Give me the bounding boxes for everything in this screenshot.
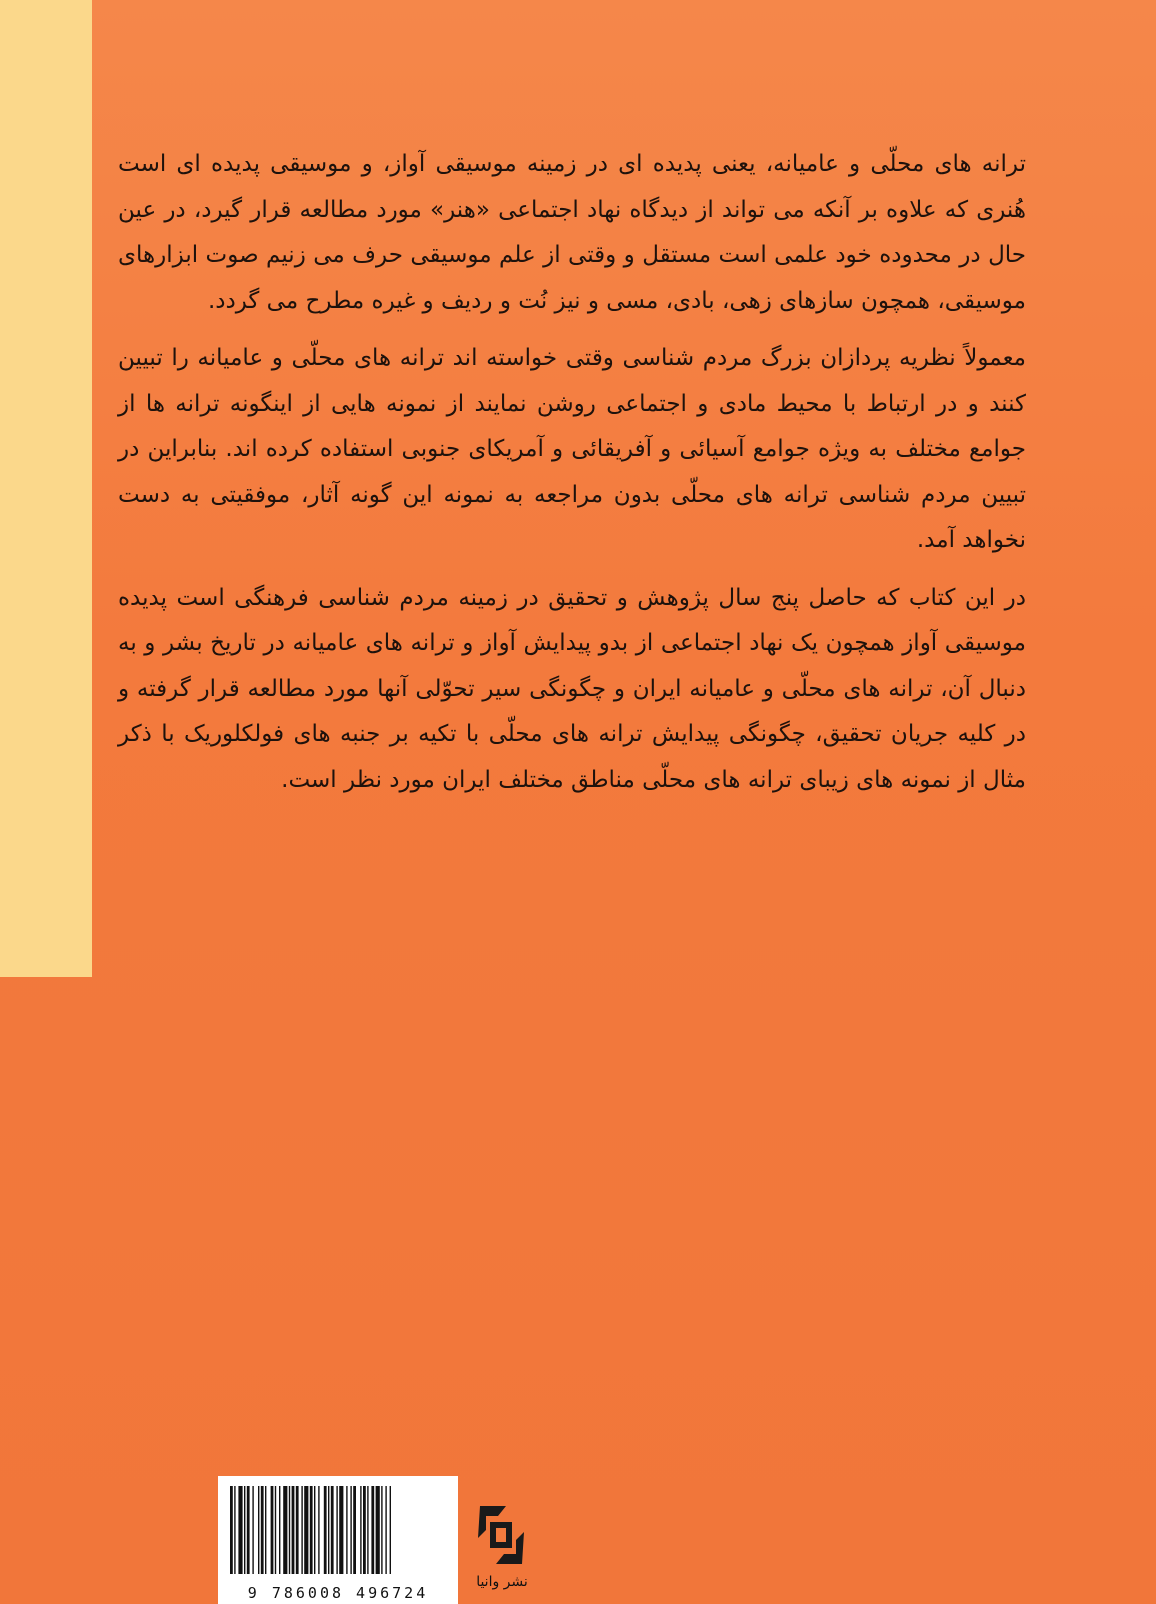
- barcode-bar: [230, 1486, 233, 1574]
- barcode-bar: [283, 1486, 287, 1574]
- blurb-paragraph-1: ترانه های محلّی و عامیانه، یعنی پدیده ای در زمینه موسیقی آواز، و موسیقی پدیده ای است هُنری که علاوه بر آنکه می تواند از دیدگاه نهاد اجتماعی «هنر» مورد مطالعه قرار گیرد، در عین حال در محدوده خود علمی است مستقل و وقتی از علم موسیقی حرف می زنیم صوت ابزارهای موسیقی، همچون سازهای زهی، بادی، مسی و نیز نُت و ردیف و غیره مطرح می گردد.: [118, 151, 1026, 314]
- barcode-bar: [265, 1486, 266, 1574]
- barcode-bar: [367, 1486, 368, 1574]
- barcode-bars: [226, 1486, 450, 1576]
- barcode-bar: [238, 1486, 242, 1574]
- barcode-bar: [339, 1486, 343, 1574]
- barcode-bar: [350, 1486, 351, 1574]
- barcode-bar: [385, 1486, 386, 1574]
- barcode-bar: [292, 1486, 295, 1574]
- barcode-bar: [363, 1486, 366, 1574]
- blurb-paragraph-3: در این کتاب که حاصل پنج سال پژوهش و تحقیق در زمینه مردم شناسی فرهنگی است پدیده موسیقی آواز همچون یک نهاد اجتماعی از بدو پیدایش آواز و ترانه های عامیانه در تاریخ بشر و به دنبال آن، ترانه های محلّی و عامیانه ایران و چگونگی سیر تحوّلی آنها مورد مطالعه قرار گرفته و در کلیه جریان تحقیق، چگونگی پیدایش ترانه های محلّی با تکیه بر جنبه های فولکلوریک با ذکر مثال از نمونه های زیبای ترانه های محلّی مناطق مختلف ایران مورد نظر است.: [118, 584, 1026, 793]
- barcode-bar: [289, 1486, 290, 1574]
- barcode-bar: [279, 1486, 280, 1574]
- blurb-text: [118, 142, 1026, 815]
- barcode-bar: [381, 1486, 382, 1574]
- barcode-bar: [301, 1486, 302, 1574]
- barcode-bar: [296, 1486, 299, 1574]
- barcode-bar: [336, 1486, 337, 1574]
- barcode-bar: [261, 1486, 264, 1574]
- barcode-bar: [328, 1486, 329, 1574]
- barcode: [218, 1476, 458, 1604]
- barcode-bar: [252, 1486, 253, 1574]
- cover-side-strip: [0, 0, 92, 977]
- barcode-bar: [324, 1486, 327, 1574]
- barcode-bar: [314, 1486, 315, 1574]
- barcode-bar: [318, 1486, 319, 1574]
- barcode-bar: [331, 1486, 334, 1574]
- blurb-paragraph-2: معمولاً نظریه پردازان بزرگ مردم شناسی وقتی خواسته اند ترانه های محلّی و عامیانه را تبیین کنند و در ارتباط با محیط مادی و اجتماعی روشن نمایند از نمونه هایی از اینگونه ترانه ها از جوامع مختلف به ویژه جوامع آسیائی و آفریقائی و آمریکای جنوبی استفاده کرده اند. بنابراین در تبیین مردم شناسی ترانه های محلّی بدون مراجعه به نمونه این گونه آثار، موفقیتی به دست نخواهد آمد.: [118, 345, 1026, 553]
- barcode-bar: [244, 1486, 245, 1574]
- barcode-bar: [258, 1486, 259, 1574]
- barcode-bar: [304, 1486, 308, 1574]
- barcode-bar: [234, 1486, 235, 1574]
- barcode-bar: [346, 1486, 347, 1574]
- barcode-bar: [371, 1486, 374, 1574]
- publisher-name: نشر وانیا: [476, 1574, 528, 1590]
- barcode-bar: [310, 1486, 313, 1574]
- barcode-bar: [360, 1486, 361, 1574]
- barcode-digits: 9 786008 496724: [247, 1584, 429, 1602]
- barcode-bar: [271, 1486, 274, 1574]
- barcode-bar: [376, 1486, 380, 1574]
- barcode-bar: [275, 1486, 276, 1574]
- barcode-bar: [247, 1486, 250, 1574]
- barcode-bar: [390, 1486, 391, 1574]
- publisher-logo-icon: [472, 1500, 530, 1570]
- barcode-bar: [353, 1486, 356, 1574]
